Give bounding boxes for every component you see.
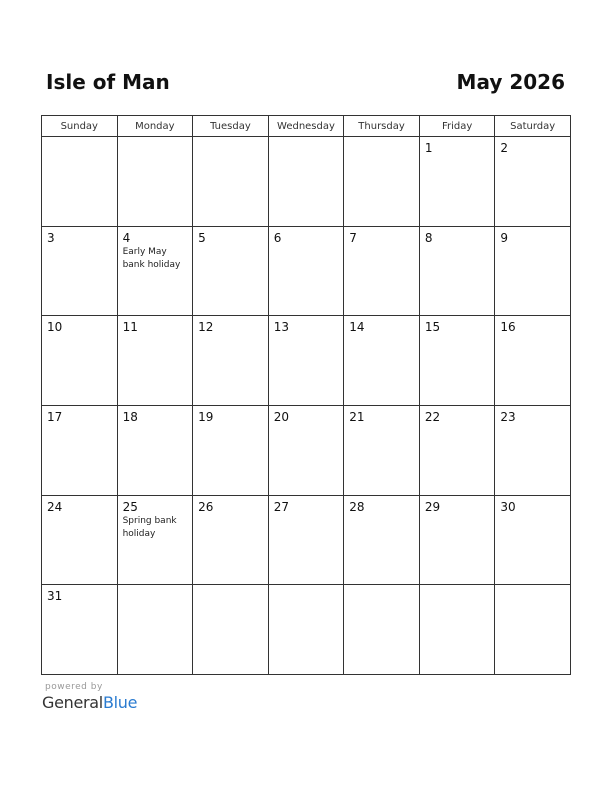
day-cell xyxy=(495,226,571,316)
region-title: Isle of Man xyxy=(46,70,170,94)
day-number: 25 xyxy=(122,499,138,514)
day-number: 9 xyxy=(500,230,509,245)
day-number: 17 xyxy=(47,410,63,425)
day-cell xyxy=(117,495,193,585)
weekday-monday: Monday xyxy=(117,116,193,137)
empty-day-cell xyxy=(117,137,193,227)
weekday-wednesday: Wednesday xyxy=(268,116,344,137)
day-number: 24 xyxy=(47,499,63,514)
empty-day-cell xyxy=(344,137,420,227)
week-row xyxy=(42,406,571,496)
day-number: 3 xyxy=(47,230,55,245)
day-number: 15 xyxy=(424,320,441,335)
week-row xyxy=(42,226,571,316)
day-number: 16 xyxy=(500,320,516,335)
day-number: 4 xyxy=(122,230,131,245)
day-number: 10 xyxy=(47,320,63,335)
day-number: 28 xyxy=(349,499,365,514)
powered-by-label: powered by xyxy=(45,682,103,692)
day-cell xyxy=(193,226,269,316)
day-cell xyxy=(495,495,571,585)
empty-day-cell xyxy=(419,585,495,675)
day-number: 13 xyxy=(273,320,289,335)
day-cell xyxy=(344,316,420,406)
day-number: 1 xyxy=(424,141,433,155)
weekday-tuesday: Tuesday xyxy=(193,116,269,137)
week-row xyxy=(42,316,571,406)
day-cell xyxy=(419,316,495,406)
day-cell xyxy=(42,316,118,406)
day-number: 12 xyxy=(198,320,214,335)
brand-blue-text: Blue xyxy=(102,693,138,712)
day-number: 19 xyxy=(198,410,214,425)
holiday-label: Spring bank holiday xyxy=(122,515,177,539)
day-number: 30 xyxy=(500,499,516,514)
day-cell xyxy=(193,316,269,406)
day-cell xyxy=(268,495,344,585)
empty-day-cell xyxy=(117,585,193,675)
weekday-thursday: Thursday xyxy=(344,116,420,137)
day-number: 23 xyxy=(500,410,516,425)
empty-day-cell xyxy=(193,585,269,675)
day-cell xyxy=(419,406,495,496)
day-cell xyxy=(419,137,495,227)
day-number: 21 xyxy=(349,410,365,425)
day-number: 22 xyxy=(424,410,441,425)
day-number: 18 xyxy=(122,410,138,425)
day-cell xyxy=(344,495,420,585)
day-cell xyxy=(42,495,118,585)
day-cell xyxy=(42,406,118,496)
empty-day-cell xyxy=(193,137,269,227)
day-number: 7 xyxy=(349,230,357,245)
day-cell xyxy=(495,406,571,496)
empty-day-cell xyxy=(344,585,420,675)
empty-day-cell xyxy=(268,585,344,675)
day-cell xyxy=(344,406,420,496)
week-row xyxy=(42,137,571,227)
generalblue-logo[interactable] xyxy=(42,693,137,712)
empty-day-cell xyxy=(42,137,118,227)
day-number: 11 xyxy=(122,320,138,335)
holiday-label: Early May bank holiday xyxy=(122,246,181,270)
day-number: 6 xyxy=(273,230,282,245)
day-cell xyxy=(419,495,495,585)
day-cell xyxy=(193,495,269,585)
day-number: 20 xyxy=(273,410,289,425)
week-row xyxy=(42,585,571,675)
day-cell xyxy=(117,316,193,406)
weekday-sunday: Sunday xyxy=(42,116,118,137)
day-cell xyxy=(193,406,269,496)
day-cell xyxy=(117,226,193,316)
day-cell xyxy=(117,406,193,496)
day-number: 26 xyxy=(198,499,214,514)
day-cell xyxy=(419,226,495,316)
empty-day-cell xyxy=(268,137,344,227)
day-number: 27 xyxy=(273,499,289,514)
day-cell xyxy=(495,316,571,406)
day-cell xyxy=(268,226,344,316)
day-cell xyxy=(268,406,344,496)
day-number: 14 xyxy=(349,320,365,335)
week-row xyxy=(42,495,571,585)
weekday-saturday: Saturday xyxy=(495,116,571,137)
day-number: 5 xyxy=(198,230,206,245)
weekday-friday: Friday xyxy=(419,116,495,137)
weekday-header-row xyxy=(42,116,571,137)
day-cell xyxy=(268,316,344,406)
calendar-grid xyxy=(41,115,571,675)
empty-day-cell xyxy=(495,585,571,675)
day-cell xyxy=(344,226,420,316)
day-cell xyxy=(42,226,118,316)
day-number: 29 xyxy=(424,499,441,514)
day-cell xyxy=(495,137,571,227)
day-number: 8 xyxy=(424,230,433,245)
day-number: 2 xyxy=(500,141,509,155)
day-cell xyxy=(42,585,118,675)
day-number: 31 xyxy=(47,589,63,604)
brand-general-text: General xyxy=(42,693,103,712)
month-year-title: May 2026 xyxy=(456,70,565,94)
